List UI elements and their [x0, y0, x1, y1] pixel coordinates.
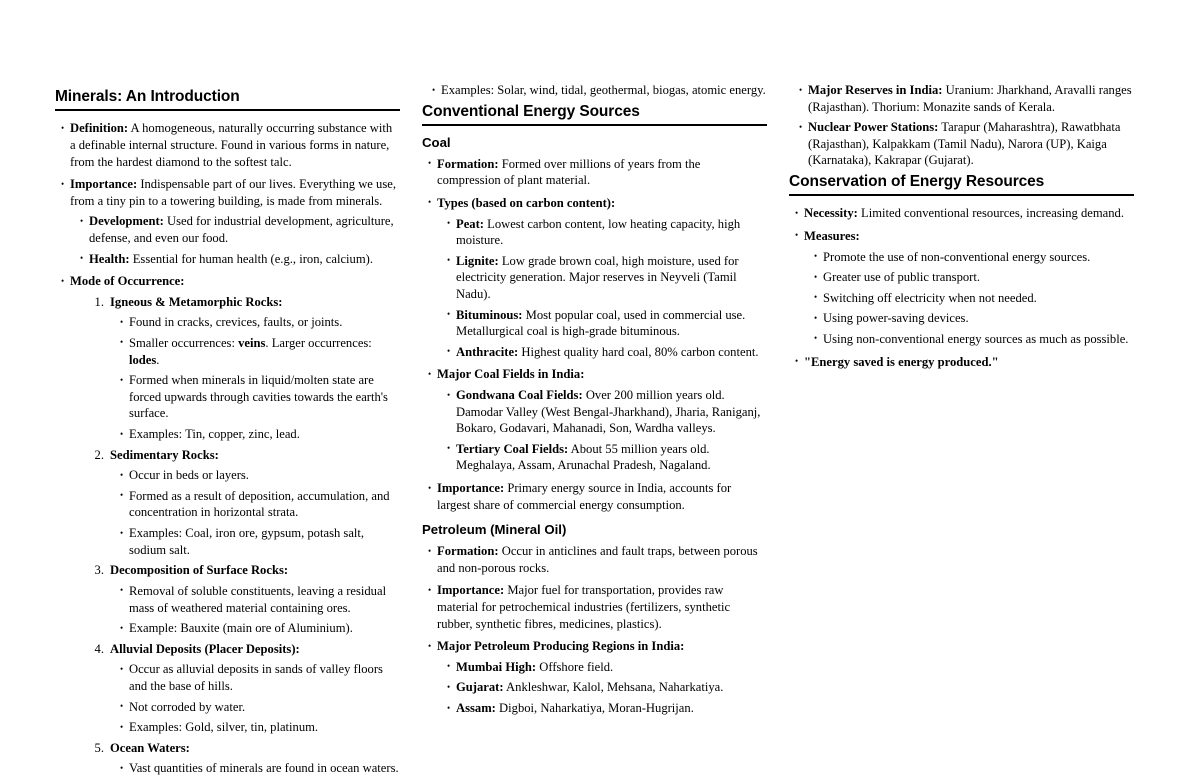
list-item: [432, 82, 767, 99]
item-text: Formed as a result of deposition, accumulation, and concentration in horizontal strata.: [129, 488, 390, 520]
item-label: Gondwana Coal Fields:: [456, 388, 583, 403]
list-item: [447, 659, 767, 676]
item-text: Most popular coal, used in commercial use. Metallurgical coal is high-grade bituminous.: [456, 307, 746, 339]
numbered-item-heading: Ocean Waters:: [110, 740, 190, 755]
item-label: Bituminous:: [456, 307, 523, 322]
item-text: Offshore field.: [539, 659, 614, 674]
numbered-item: [88, 294, 400, 443]
list-item: [80, 213, 400, 246]
heading-rule: [789, 194, 1134, 196]
item-label: Major Petroleum Producing Regions in India:: [437, 639, 685, 654]
list-item: [814, 331, 1134, 348]
list-item: [447, 307, 767, 340]
list-item: [814, 269, 1134, 286]
item-text: Removal of soluble constituents, leaving a residual mass of weathered material containing ores.: [129, 583, 387, 615]
bullet-list-level-2: [120, 661, 400, 735]
item-text: Primary energy source in India, accounts for largest share of commercial energy consumption.: [437, 481, 732, 512]
list-item: [120, 525, 400, 558]
column-1: [55, 0, 400, 783]
item-text: Used for industrial development, agriculture, defense, and even our food.: [89, 214, 394, 245]
list-item: [428, 582, 767, 632]
item-text: Switching off electricity when not needed.: [823, 290, 1037, 305]
bullet-list-level-2: [80, 213, 400, 267]
item-text: Formed when minerals in liquid/molten state are forced upwards through cavities towards the earth's surface.: [129, 373, 388, 421]
bullet-list-level-2: [120, 467, 400, 558]
item-label: Types (based on carbon content):: [437, 195, 616, 210]
section-heading: Conservation of Energy Resources: [789, 173, 1045, 191]
item-text: Digboi, Naharkatiya, Moran-Hugrijan.: [499, 701, 694, 716]
bullet-list-level-2: [120, 760, 400, 777]
item-text: Highest quality hard coal, 80% carbon content.: [521, 344, 759, 359]
numbered-item-heading: Sedimentary Rocks:: [110, 447, 219, 462]
bullet-list-level-2: [799, 82, 1134, 169]
bullet-list-level-1: [795, 205, 1134, 370]
item-text: About 55 million years old. Meghalaya, Assam, Arunachal Pradesh, Nagaland.: [456, 441, 711, 473]
item-text: Ankleshwar, Kalol, Mehsana, Naharkatiya.: [506, 680, 724, 695]
item-label: Health:: [89, 251, 130, 266]
list-item: [120, 661, 400, 694]
subsection-heading: Petroleum (Mineral Oil): [422, 522, 567, 538]
list-item: [120, 699, 400, 716]
item-label: Importance:: [70, 177, 138, 192]
item-label: "Energy saved is energy produced.": [804, 354, 999, 369]
bullet-list-level-2: [447, 216, 767, 361]
item-label: Nuclear Power Stations:: [808, 120, 939, 135]
item-text: Tarapur (Maharashtra), Rawatbhata (Rajasthan), Kalpakkam (Tamil Nadu), Narora (UP), Kaiga (Karnataka), Kakrapar (Gujarat).: [808, 120, 1121, 168]
list-item: [428, 543, 767, 576]
list-item: [120, 488, 400, 521]
item-label: Mode of Occurrence:: [70, 274, 185, 289]
list-item: [120, 335, 400, 368]
item-label: Major Coal Fields in India:: [437, 367, 585, 382]
item-text: Greater use of public transport.: [823, 270, 981, 285]
numbered-item: [88, 641, 400, 736]
bullet-list-level-2: [447, 387, 767, 474]
list-item: [428, 156, 767, 189]
section-heading: Conventional Energy Sources: [422, 102, 640, 120]
item-text: Not corroded by water.: [129, 699, 246, 714]
item-text: Found in cracks, crevices, faults, or joints.: [129, 315, 343, 330]
item-text: Using non-conventional energy sources as much as possible.: [823, 331, 1129, 346]
list-item: [120, 426, 400, 443]
list-item: [814, 290, 1134, 307]
item-text: Promote the use of non-conventional energy sources.: [823, 249, 1091, 264]
bullet-list-level-1: [428, 156, 767, 514]
item-label: Assam:: [456, 701, 496, 716]
item-text: Smaller occurrences: veins. Larger occurrences: lodes.: [129, 335, 372, 367]
item-text: Examples: Gold, silver, tin, platinum.: [129, 720, 319, 735]
item-label: Importance:: [437, 481, 505, 496]
item-text: Formed over millions of years from the compression of plant material.: [437, 156, 701, 188]
list-item: [428, 195, 767, 360]
item-text: Over 200 million years old. Damodar Valley (West Bengal-Jharkhand), Jharia, Raniganj, Bokaro, Godavari, Mahanadi, Son, Wardha valleys.: [456, 388, 761, 436]
item-label: Development:: [89, 214, 164, 229]
list-item: [120, 719, 400, 736]
numbered-item-heading: Decomposition of Surface Rocks:: [110, 563, 289, 578]
item-label: Anthracite:: [456, 344, 519, 359]
item-text: Limited conventional resources, increasing demand.: [861, 206, 1124, 221]
list-item: [120, 314, 400, 331]
item-text: Occur as alluvial deposits in sands of valley floors and the base of hills.: [129, 662, 383, 693]
numbered-list: [88, 294, 400, 777]
item-text: Occur in beds or layers.: [129, 468, 249, 483]
numbered-item: [88, 562, 400, 636]
bullet-list-level-2: [447, 659, 767, 717]
bullet-list-level-2: [432, 82, 767, 99]
column-3: [789, 0, 1134, 376]
list-item: [799, 82, 1134, 115]
list-item: [61, 273, 400, 777]
list-item: [795, 228, 1134, 348]
item-text: Example: Bauxite (main ore of Aluminium).: [129, 621, 353, 636]
item-text: Vast quantities of minerals are found in ocean waters.: [129, 761, 399, 776]
item-text: Lowest carbon content, low heating capacity, high moisture.: [456, 216, 741, 248]
bullet-list-level-2: [120, 583, 400, 637]
item-label: Definition:: [70, 121, 129, 136]
item-label: Peat:: [456, 216, 484, 231]
item-text: Low grade brown coal, high moisture, used for electricity generation. Major reserves in Neyveli (Tamil Nadu).: [456, 253, 739, 301]
numbered-item: [88, 447, 400, 559]
item-text: Uranium: Jharkhand, Aravalli ranges (Rajasthan). Thorium: Monazite sands of Kerala.: [808, 83, 1132, 114]
list-item: [120, 620, 400, 637]
list-item: [447, 216, 767, 249]
bullet-list-level-2: [814, 249, 1134, 348]
list-item: [795, 205, 1134, 222]
item-text: Using power-saving devices.: [823, 311, 969, 326]
numbered-item: [88, 740, 400, 777]
item-label: Major Reserves in India:: [808, 83, 943, 97]
list-item: [447, 441, 767, 474]
list-item: [120, 467, 400, 484]
item-label: Gujarat:: [456, 680, 504, 695]
item-text: Examples: Tin, copper, zinc, lead.: [129, 427, 300, 442]
list-item: [428, 366, 767, 474]
item-label: Formation:: [437, 544, 499, 559]
item-text: Examples: Coal, iron ore, gypsum, potash salt, sodium salt.: [129, 526, 365, 557]
item-label: Importance:: [437, 583, 505, 598]
item-label: Tertiary Coal Fields:: [456, 441, 569, 456]
section-heading: Minerals: An Introduction: [55, 88, 240, 105]
list-item: [428, 480, 767, 513]
numbered-item-heading: Alluvial Deposits (Placer Deposits):: [110, 641, 300, 656]
list-item: [61, 120, 400, 170]
list-item: [447, 700, 767, 717]
numbered-item-heading: Igneous & Metamorphic Rocks:: [110, 294, 283, 309]
heading-rule: [55, 109, 400, 111]
item-label: Measures:: [804, 228, 860, 243]
list-item: [799, 119, 1134, 169]
heading-rule: [422, 124, 767, 126]
bullet-list-level-1: [428, 543, 767, 716]
item-text: Examples: Solar, wind, tidal, geothermal, biogas, atomic energy.: [441, 83, 766, 97]
list-item: [795, 354, 1134, 371]
list-item: [814, 249, 1134, 266]
bullet-list-level-2: [120, 314, 400, 442]
list-item: [447, 344, 767, 361]
list-item: [447, 253, 767, 303]
list-item: [80, 251, 400, 268]
list-item: [428, 638, 767, 716]
list-item: [120, 583, 400, 616]
item-text: Indispensable part of our lives. Everything we use, from a tiny pin to a towering building, is made from minerals.: [70, 177, 396, 208]
item-text: Major fuel for transportation, provides raw material for petrochemical industries (fertilizers, synthetic rubber, synthetic fibres, medicines, plastics).: [437, 583, 731, 631]
list-item: [120, 372, 400, 422]
item-text: Occur in anticlines and fault traps, between porous and non-porous rocks.: [437, 544, 758, 575]
list-item: [814, 310, 1134, 327]
list-item: [447, 387, 767, 437]
item-label: Mumbai High:: [456, 659, 537, 674]
item-label: Formation:: [437, 156, 499, 171]
list-item: [447, 679, 767, 696]
item-text: Essential for human health (e.g., iron, calcium).: [132, 251, 373, 266]
item-text: A homogeneous, naturally occurring substance with a definable internal structure. Found in various forms in nature, from the hardest diamond to the softest talc.: [70, 121, 393, 169]
column-2: [422, 0, 767, 723]
bullet-list-level-1: [61, 120, 400, 777]
item-label: Necessity:: [804, 206, 858, 221]
subsection-heading: Coal: [422, 134, 451, 150]
item-label: Lignite:: [456, 253, 499, 268]
list-item: [61, 176, 400, 267]
list-item: [120, 760, 400, 777]
